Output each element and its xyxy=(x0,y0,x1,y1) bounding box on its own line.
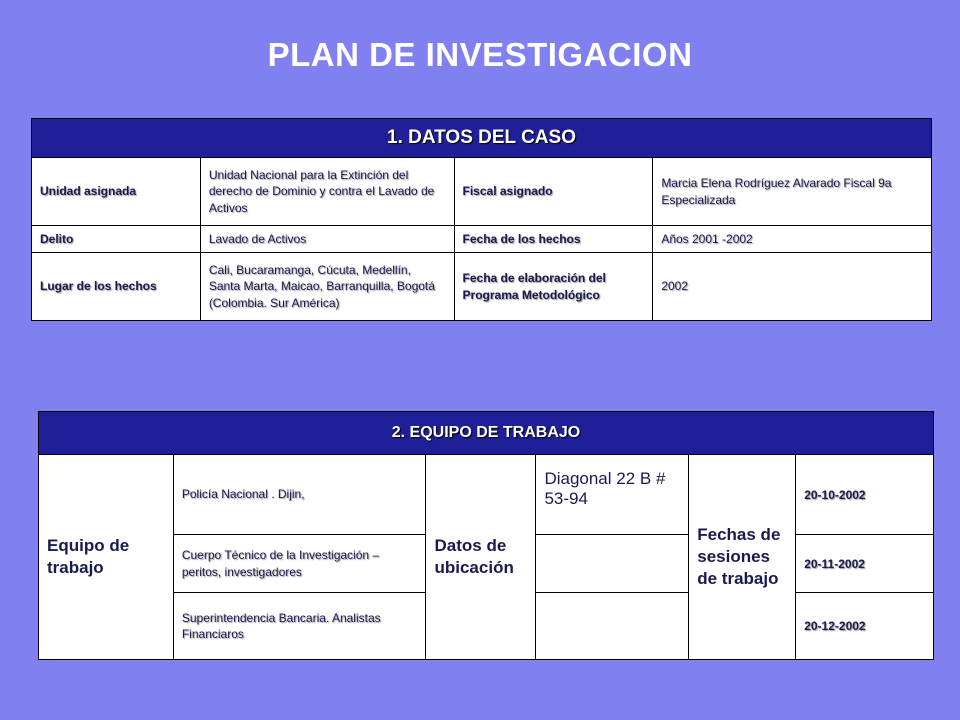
session-date-2: 20-11-2002 xyxy=(796,535,934,593)
empty-location-cell xyxy=(536,535,689,593)
unidad-asignada-value: Unidad Nacional para la Extinción del derecho de Dominio y contra el Lavado de Activos xyxy=(200,158,454,226)
session-date-1: 20-10-2002 xyxy=(796,455,934,535)
page-title: PLAN DE INVESTIGACION xyxy=(267,36,693,73)
table-row xyxy=(32,226,932,253)
case-data-header: 1. DATOS DEL CASO xyxy=(32,119,932,158)
sessions-label: Fechas de sesiones de trabajo xyxy=(689,455,796,660)
table-row xyxy=(32,253,932,321)
empty-location-cell xyxy=(536,593,689,660)
team-member-3: Superintendencia Bancaria. Analistas Financiaros xyxy=(173,593,426,660)
fiscal-asignado-value: Marcia Elena Rodríguez Alvarado Fiscal 9a Especializada xyxy=(653,158,932,226)
team-label: Equipo de trabajo xyxy=(39,455,174,660)
lugar-hechos-value: Cali, Bucaramanga, Cúcuta, Medellín, Santa Marta, Maicao, Barranquilla, Bogotá (Colombia. Sur América) xyxy=(200,253,454,321)
table-row xyxy=(39,455,934,535)
fecha-hechos-value: Años 2001 -2002 xyxy=(653,226,932,253)
delito-label: Delito xyxy=(32,226,201,253)
location-value: Diagonal 22 B # 53-94 xyxy=(536,455,689,535)
work-team-header: 2. EQUIPO DE TRABAJO xyxy=(39,412,934,455)
fecha-hechos-label: Fecha de los hechos xyxy=(454,226,653,253)
team-member-1: Policía Nacional . Dijin, xyxy=(173,455,426,535)
fecha-elaboracion-label: Fecha de elaboración del Programa Metodológico xyxy=(454,253,653,321)
fiscal-asignado-label: Fiscal asignado xyxy=(454,158,653,226)
team-member-2: Cuerpo Técnico de la Investigación – peritos, investigadores xyxy=(173,535,426,593)
case-data-table xyxy=(31,118,932,321)
unidad-asignada-label: Unidad asignada xyxy=(32,158,201,226)
lugar-hechos-label: Lugar de los hechos xyxy=(32,253,201,321)
location-label: Datos de ubicación xyxy=(426,455,536,660)
session-date-3: 20-12-2002 xyxy=(796,593,934,660)
table-row xyxy=(32,158,932,226)
work-team-table xyxy=(38,411,934,660)
fecha-elaboracion-value: 2002 xyxy=(653,253,932,321)
delito-value: Lavado de Activos xyxy=(200,226,454,253)
